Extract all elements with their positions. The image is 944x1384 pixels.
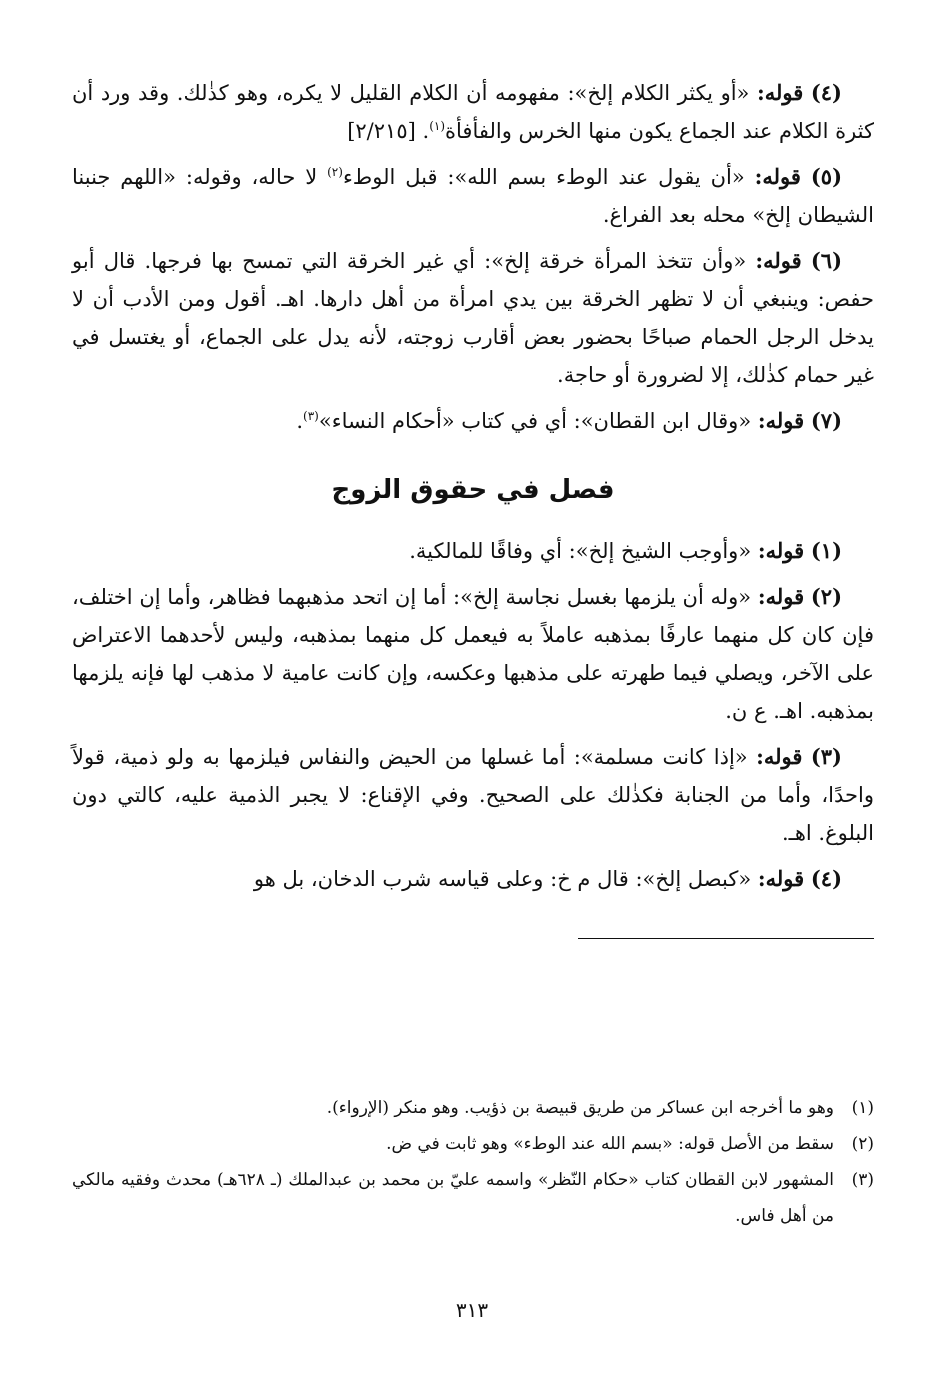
paragraph-number: (٥) <box>810 164 842 189</box>
footnote-number: (٣) <box>851 1170 874 1190</box>
paragraph-6 <box>72 242 874 394</box>
footnote-marker: (٢) <box>327 165 343 179</box>
section-heading: فصل في حقوق الزوج <box>331 475 615 505</box>
paragraph-text: «إذا كانت مسلمة»: أما غسلها من الحيض والنفاس فيلزمها به ولو ذمية، قولاً واحدًا، وأما من الجنابة فكذٰلك على الصحيح. وفي الإقناع: لا يجبر الذمية عليه، كالتي دون البلوغ. اهـ. <box>72 745 874 845</box>
footnote-marker: (٣) <box>303 409 319 423</box>
paragraph-4b <box>72 860 874 898</box>
paragraph-number: (٢) <box>810 584 842 609</box>
footnotes <box>72 1090 874 1234</box>
paragraph-5 <box>72 158 874 234</box>
paragraph-number: (١) <box>810 538 842 563</box>
paragraph-number: (٤) <box>810 866 842 891</box>
paragraph-text: «وقال ابن القطان»: أي في كتاب «أحكام النساء» <box>318 409 752 433</box>
paragraph-text: «أن يقول عند الوطء بسم الله»: قبل الوطء <box>342 165 745 189</box>
paragraph-4 <box>72 74 874 150</box>
footnote <box>72 1090 874 1126</box>
paragraph-number: (٦) <box>810 248 842 273</box>
footnote-separator <box>578 938 874 939</box>
paragraph-lead: قوله: <box>755 248 802 273</box>
paragraph-3 <box>72 738 874 852</box>
paragraph-number: (٧) <box>810 408 842 433</box>
paragraph-tail: لا حاله، وقوله: «اللهم جنبنا الشيطان إلخ» محله بعد الفراغ. <box>72 165 874 227</box>
footnote <box>72 1126 874 1162</box>
footnote-number: (١) <box>851 1098 874 1118</box>
paragraph-number: (٤) <box>810 80 842 105</box>
paragraph-tail: . <box>296 409 304 433</box>
page-number: ٣١٣ <box>455 1298 489 1322</box>
footnote-marker: (١) <box>429 119 446 133</box>
paragraph-text: «وله أن يلزمها بغسل نجاسة إلخ»: أما إن اتحد مذهبهما فظاهر، وأما إن اختلف، فإن كان كل منهما عارفًا بمذهبه عاملاً به فيعمل كل منهما بمذهبه، وليس لأحدهما الاعتراض على الآخر، ويصلي فيما طهرته على مذهبها وعكسه، وإن كانت عامية لا مذهب لها فإنه يلزمها بمذهبه. اهـ. ع ن. <box>72 585 874 723</box>
paragraph-1 <box>72 532 874 570</box>
footnote-text: سقط من الأصل قوله: «بسم الله عند الوطء» وهو ثابت في ض. <box>386 1134 834 1154</box>
footnote-text: المشهور لابن القطان كتاب «حكام النّظر» واسمه عليّ بن محمد بن عبدالملك (ـ ٦٢٨هـ) محدث وفقيه مالكي من أهل فاس. <box>72 1170 834 1226</box>
paragraph-lead: قوله: <box>756 80 804 105</box>
paragraph-2 <box>72 578 874 730</box>
page-reference: [٢/٢١٥] <box>347 119 416 143</box>
footnote <box>72 1162 874 1234</box>
paragraph-tail: . <box>422 119 430 143</box>
footnote-text: وهو ما أخرجه ابن عساكر من طريق قبيصة بن ذؤيب. وهو منكر (الإرواء). <box>326 1098 834 1118</box>
footnote-number: (٢) <box>851 1134 874 1154</box>
paragraph-7 <box>72 402 874 440</box>
paragraph-lead: قوله: <box>757 408 805 433</box>
paragraph-lead: قوله: <box>757 866 805 891</box>
paragraph-text: «وأوجب الشيخ إلخ»: أي وفاقًا للمالكية. <box>409 539 752 563</box>
paragraph-lead: قوله: <box>757 584 805 609</box>
paragraph-lead: قوله: <box>754 164 801 189</box>
paragraph-text: «كبصل إلخ»: قال م خ: وعلى قياسه شرب الدخان، بل هو <box>253 867 752 891</box>
paragraph-number: (٣) <box>810 744 842 769</box>
paragraph-lead: قوله: <box>756 744 803 769</box>
paragraph-text: «وأن تتخذ المرأة خرقة إلخ»: أي غير الخرقة التي تمسح بها فرجها. قال أبو حفص: وينبغي أن لا تظهر الخرقة بين يدي امرأة من أهل دارها. اهـ. أقول ومن الأدب أن لا يدخل الرجل الحمام صباحًا بحضور بعض أقارب زوجته، لأنه يدل على الجماع، أو يغتسل في غير حمام كذٰلك، إلا لضرورة أو حاجة. <box>72 249 874 387</box>
paragraph-lead: قوله: <box>757 538 805 563</box>
paragraph-text: «أو يكثر الكلام إلخ»: مفهومه أن الكلام القليل لا يكره، وهو كذٰلك. وقد ورد أن كثرة الكلام عند الجماع يكون منها الخرس والفأفأة <box>72 81 874 143</box>
main-text <box>72 74 874 939</box>
